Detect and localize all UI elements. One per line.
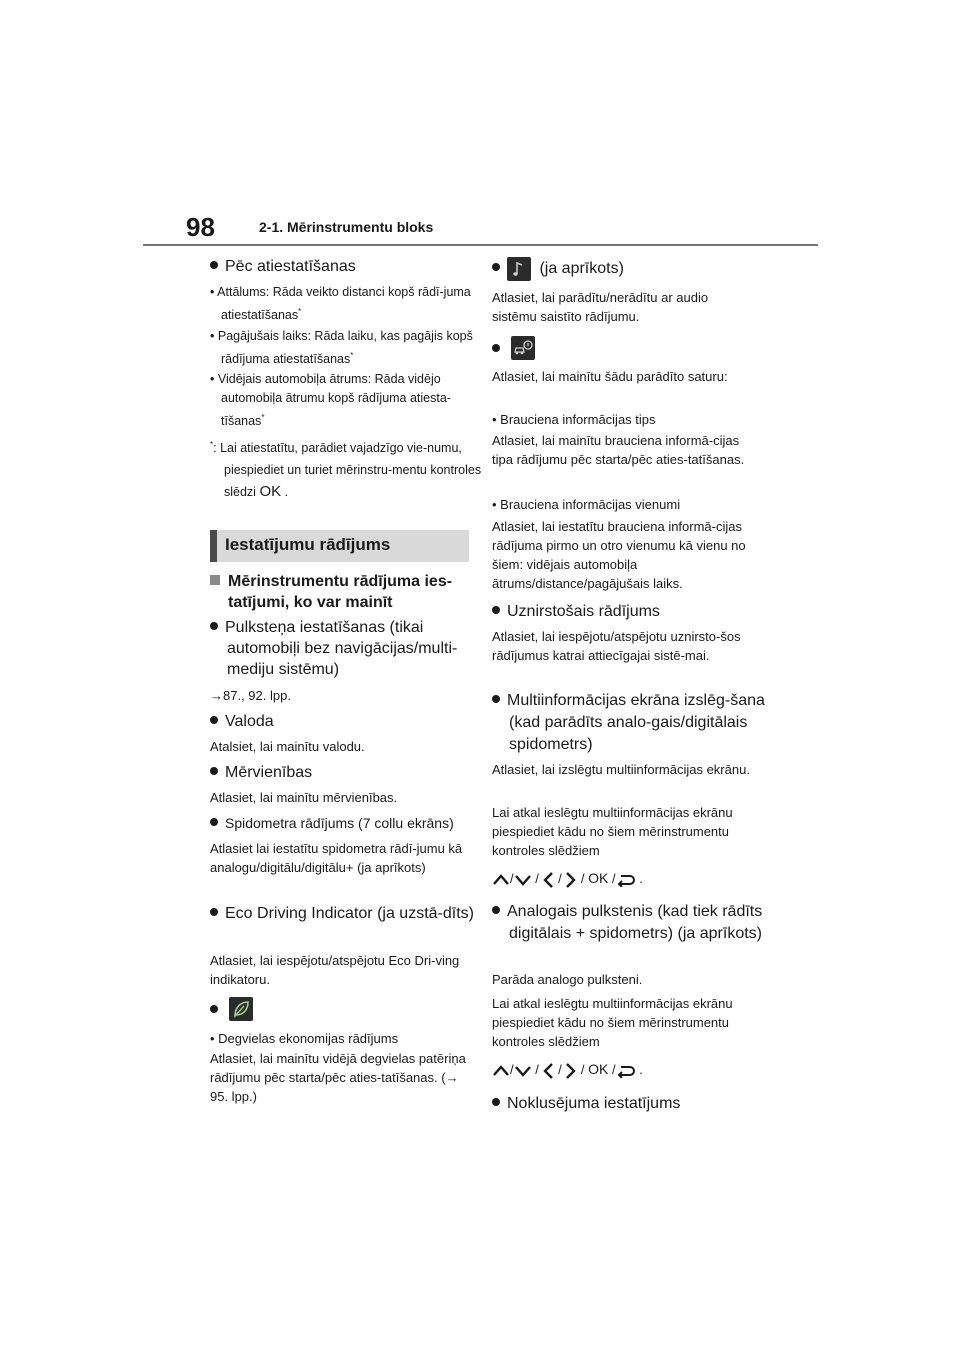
trip-type-title: • Brauciena informācijas tips	[492, 412, 656, 427]
bullet-clock: Pulksteņa iestatīšanas (tikai automobiļi bez navigācijas/multi-mediju sistēmu)	[210, 617, 487, 680]
back-icon	[616, 1064, 636, 1078]
reenable2-desc: Lai atkal ieslēgtu multiinformācijas ekrānu piespiediet kādu no šiem mērinstrumentu kontroles slēdžiem	[492, 996, 733, 1049]
ok-label: OK	[588, 1061, 609, 1077]
reenable-desc: Lai atkal ieslēgtu multiinformācijas ekrānu piespiediet kādu no šiem mērinstrumentu kontroles slēdžiem	[492, 805, 733, 858]
ok-label: OK	[259, 483, 282, 501]
switch-icons-row-2: / / / / OK / .	[492, 1061, 643, 1080]
analog-desc: Parāda analogo pulksteni.	[492, 972, 643, 987]
eco-desc: Atlasiet, lai iespējotu/atspējotu Eco Dri-ving indikatoru.	[210, 953, 460, 987]
mid-off-desc: Atlasiet, lai izslēgtu multiinformācijas ekrānu.	[492, 762, 750, 777]
chevron-down-icon	[514, 873, 532, 887]
bullet-popup: Uznirstošais rādījums	[492, 601, 660, 622]
header-rule	[143, 244, 818, 246]
chevron-left-icon	[542, 871, 554, 889]
item-avg-speed: • Vidējais automobiļa ātrums: Rāda vidējo automobiļa ātrumu kopš rādījuma atiesta-tīšanas*	[210, 372, 451, 429]
music-note-icon	[507, 257, 531, 281]
fuel-desc: Atlasiet, lai mainītu vidējā degvielas patēriņa rādījumu pēc starta/pēc aties-tatīšanas. (→ 95. lpp.)	[210, 1051, 466, 1104]
settings-heading: Iestatījumu rādījums	[210, 530, 469, 562]
trip-items-title: • Brauciena informācijas vienumi	[492, 497, 681, 512]
section-title: 2-1. Mērinstrumentu bloks	[259, 219, 434, 235]
trip-type-desc: Atlasiet, lai mainītu brauciena informā-cijas tipa rādījumu pēc starta/pēc aties-tatīšanas.	[492, 433, 745, 467]
fuel-title: • Degvielas ekonomijas rādījums	[210, 1031, 399, 1046]
units-desc: Atlasiet, lai mainītu mērvienības.	[210, 790, 398, 805]
speedo-desc: Atlasiet lai iestatītu spidometra rādī-jumu kā analogu/digitālu/digitālu+ (ja aprīkots)	[210, 841, 463, 875]
bullet-analog: Analogais pulkstenis (kad tiek rādīts digitālais + spidometrs) (ja aprīkots)	[492, 901, 771, 945]
bullet-default: Noklusējuma iestatījums	[492, 1093, 680, 1114]
chevron-down-icon	[514, 1064, 532, 1078]
language-desc: Atalsiet, lai mainītu valodu.	[210, 739, 365, 754]
switch-icons-row: / / / / OK / .	[492, 870, 643, 889]
bullet-audio: (ja aprīkots)	[492, 257, 624, 281]
back-icon	[616, 873, 636, 887]
bullet-eco: Eco Driving Indicator (ja uzstā-dīts)	[210, 903, 487, 924]
bullet-since-reset: Pēc atiestatīšanas	[210, 256, 356, 277]
footnote: *: Lai atiestatītu, parādiet vajadzīgo vie-numu, piespiediet un turiet mērinstru-mentu kontroles slēdzi OK .	[210, 440, 482, 501]
vehicle-settings-icon	[511, 336, 535, 360]
clock-ref: →87., 92. lpp.	[210, 688, 291, 703]
chevron-up-icon	[492, 1064, 510, 1078]
chevron-right-icon	[565, 871, 577, 889]
audio-desc: Atlasiet, lai parādītu/nerādītu ar audio sistēmu saistīto rādījumu.	[492, 290, 709, 324]
content-desc: Atlasiet, lai mainītu šādu parādīto saturu:	[492, 369, 728, 384]
chevron-up-icon	[492, 873, 510, 887]
leaf-icon	[229, 997, 253, 1021]
bullet-mid-off: Multiinformācijas ekrāna izslēg-šana (kad parādīts analo-gais/digitālais spidometrs)	[492, 690, 771, 756]
bullet-units: Mērvienības	[210, 762, 312, 783]
item-elapsed: • Pagājušais laiks: Rāda laiku, kas pagājis kopš rādījuma atiestatīšanas*	[210, 329, 473, 367]
bullet-vehicle	[492, 336, 535, 360]
trip-items-desc: Atlasiet, lai iestatītu brauciena informā-cijas rādījuma pirmo un otro vienumu kā vienu no šiem: vidējais automobiļa ātrums/distance/pagājušais laiks.	[492, 519, 746, 591]
chevron-right-icon	[565, 1062, 577, 1080]
bullet-speedo: Spidometra rādījums (7 collu ekrāns)	[210, 813, 454, 834]
subsection-heading: Mērinstrumentu rādījuma ies-tatījumi, ko var mainīt	[210, 571, 488, 613]
chevron-left-icon	[542, 1062, 554, 1080]
bullet-leaf	[210, 997, 253, 1021]
page-number: 98	[186, 212, 215, 242]
ok-label: OK	[588, 870, 609, 886]
popup-desc: Atlasiet, lai iespējotu/atspējotu uznirsto-šos rādījumus katrai attiecīgajai sistē-mai.	[492, 629, 741, 663]
bullet-language: Valoda	[210, 711, 274, 732]
item-distance: • Attālums: Rāda veikto distanci kopš rādī-juma atiestatīšanas*	[210, 285, 471, 323]
